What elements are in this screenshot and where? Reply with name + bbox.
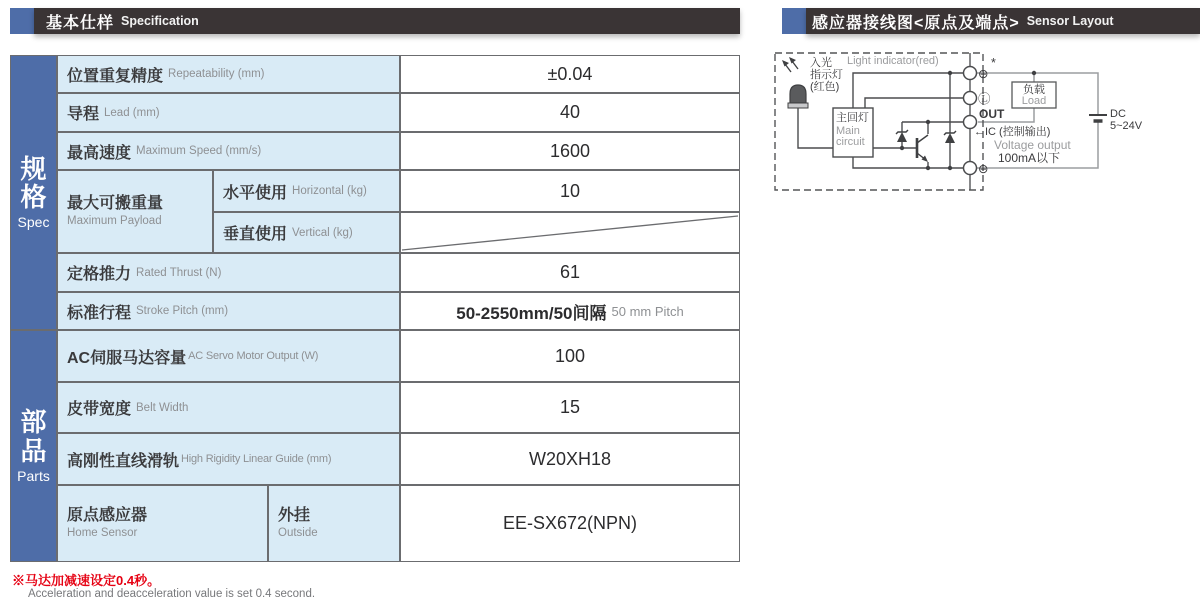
servo-output-label-cjk: AC伺服马达容量	[67, 349, 187, 367]
terminal-plus-icon	[964, 67, 977, 80]
zener-diode-icon	[896, 130, 908, 142]
sensor-header-title-en: Sensor Layout	[1026, 14, 1114, 28]
row-label-repeatability	[57, 55, 400, 93]
spec-header-accent-square	[10, 8, 34, 34]
dc-label: DC	[1110, 108, 1126, 120]
vertical-label-cjk: 垂直使用	[223, 226, 288, 243]
stroke-pitch-value	[400, 292, 740, 330]
max-speed-label-en: Maximum Speed (mm/s)	[136, 145, 262, 157]
max-speed-label-cjk: 最高速度	[67, 144, 132, 162]
belt-width-value: 15	[400, 382, 740, 433]
rated-thrust-label-cjk: 定格推力	[67, 266, 132, 283]
sensor-wiring-diagram	[770, 45, 1200, 205]
light-terminal-symbol: Ⓛ	[978, 92, 991, 106]
light-arrows-icon	[782, 57, 798, 72]
stroke-pitch-label-en: Stroke Pitch (mm)	[136, 305, 229, 317]
row-label-belt-width	[57, 382, 400, 433]
lead-value: 40	[400, 93, 740, 132]
sensor-header-title-cjk: 感应器接线图<原点及端点>	[812, 14, 1020, 32]
red-color-label: (红色)	[810, 81, 840, 93]
horizontal-label-en: Horizontal (kg)	[292, 185, 367, 197]
lead-label-cjk: 导程	[67, 106, 100, 123]
sidebar-section-spec	[10, 55, 57, 330]
servo-output-label-en: AC Servo Motor Output (W)	[188, 350, 319, 362]
ic-control-output-label: ←IC (控制输出)	[974, 126, 1051, 138]
row-label-rated-thrust	[57, 253, 400, 292]
spec-header-title-en: Specification	[121, 14, 199, 28]
load-label-cjk: 负载	[1023, 84, 1045, 96]
home-sensor-mount-cjk: 外挂	[278, 507, 311, 525]
home-sensor-label-en: Home Sensor	[67, 527, 138, 540]
spec-section-header	[34, 8, 740, 34]
row-label-home-sensor	[57, 485, 268, 562]
dc-voltage-label: 5~24V	[1110, 120, 1143, 132]
row-label-payload-horizontal	[213, 170, 400, 212]
row-label-stroke-pitch	[57, 292, 400, 330]
lead-label-en: Lead (mm)	[104, 106, 160, 119]
stroke-pitch-value-en: 50 mm Pitch	[611, 303, 684, 319]
payload-vertical-value-na	[400, 212, 740, 253]
vertical-label-en: Vertical (kg)	[292, 226, 353, 239]
row-label-home-sensor-mount	[268, 485, 400, 562]
payload-horizontal-value: 10	[400, 170, 740, 212]
terminal-light-icon	[964, 92, 977, 105]
not-applicable-diagonal-line	[401, 213, 739, 252]
light-indicator-en-label: Light indicator(red)	[847, 55, 939, 67]
main-circuit-label-en1: Main	[836, 125, 860, 137]
led-icon	[788, 85, 808, 115]
asterisk-symbol: *	[991, 56, 996, 70]
rated-thrust-label-en: Rated Thrust (N)	[136, 266, 222, 279]
sensor-header-accent-square	[782, 8, 806, 34]
home-sensor-mount-en: Outside	[278, 527, 318, 540]
row-label-servo-output	[57, 330, 400, 382]
row-label-payload	[57, 170, 213, 253]
row-label-lead	[57, 93, 400, 132]
home-sensor-value: EE-SX672(NPN)	[400, 485, 740, 562]
transistor-icon	[917, 135, 928, 162]
sidebar-parts-char-2: 品	[20, 435, 47, 466]
battery-icon	[1089, 115, 1107, 121]
linear-guide-label-en: High Rigidity Linear Guide (mm)	[181, 453, 332, 465]
voltage-output-label: Voltage output	[994, 138, 1071, 152]
incident-light-label: 入光	[810, 57, 832, 69]
sensor-section-header	[806, 8, 1200, 34]
terminal-minus-icon	[964, 162, 977, 175]
stroke-pitch-label-cjk: 标准行程	[67, 304, 132, 322]
row-label-max-speed	[57, 132, 400, 170]
max-speed-value: 1600	[400, 132, 740, 170]
stroke-pitch-value-main: 50-2550mm/50间隔	[456, 303, 607, 323]
horizontal-label-cjk: 水平使用	[223, 184, 288, 202]
indicator-label: 指示灯	[810, 69, 843, 81]
servo-output-value: 100	[400, 330, 740, 382]
row-label-linear-guide	[57, 433, 400, 485]
linear-guide-value: W20XH18	[400, 433, 740, 485]
belt-width-label-en: Belt Width	[136, 401, 189, 414]
spec-header-title-cjk: 基本仕样	[46, 14, 115, 32]
repeatability-label-en: Repeatability (mm)	[168, 68, 265, 80]
plus-symbol: ⊕	[978, 67, 989, 81]
sidebar-spec-en: Spec	[17, 214, 50, 231]
payload-label-cjk: 最大可搬重量	[67, 195, 164, 213]
main-circuit-label-en2: circuit	[836, 136, 865, 148]
footnote-en: Acceleration and deacceleration value is set 0.4 second.	[28, 588, 316, 600]
home-sensor-label-cjk: 原点感应器	[67, 507, 148, 525]
main-circuit-label-cjk: 主回灯	[836, 112, 869, 124]
minus-symbol: ⊖	[978, 162, 989, 176]
sidebar-parts-char-1: 部	[20, 407, 47, 438]
linear-guide-label-cjk: 高刚性直线滑轨	[67, 452, 180, 470]
repeatability-value: ±0.04	[400, 55, 740, 93]
row-label-payload-vertical	[213, 212, 400, 253]
sidebar-section-parts	[10, 330, 57, 562]
sidebar-spec-char-1: 规	[20, 153, 47, 184]
payload-label-en: Maximum Payload	[67, 215, 162, 228]
out-label: OUT	[979, 107, 1005, 121]
rated-thrust-value: 61	[400, 253, 740, 292]
repeatability-label-cjk: 位置重复精度	[67, 67, 164, 85]
current-limit-label: 100mA以下	[998, 151, 1061, 165]
load-label-en: Load	[1021, 95, 1047, 107]
belt-width-label-cjk: 皮带宽度	[67, 401, 132, 418]
zener-diode-icon	[944, 131, 956, 143]
sidebar-parts-en: Parts	[17, 467, 50, 484]
sidebar-spec-char-2: 格	[20, 182, 47, 212]
footnote-cjk: ※马达加减速设定0.4秒。	[12, 573, 161, 588]
